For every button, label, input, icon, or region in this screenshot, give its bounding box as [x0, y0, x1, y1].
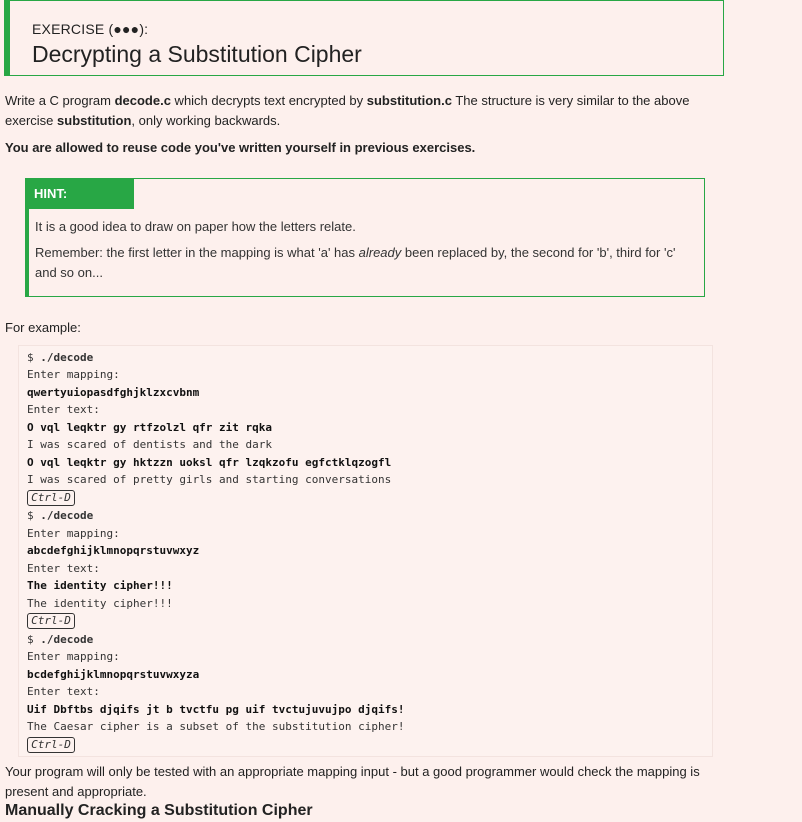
hint-line-2-b: been replaced by, the second for 'b', third for 'c' and so on...	[35, 245, 676, 280]
intro-exercise-substitution: substitution	[57, 113, 132, 128]
code-line-22: The Caesar cipher is a subset of the substitution cipher!	[27, 720, 405, 733]
code-line-12: abcdefghijklmnopqrstuvwxyz	[27, 544, 200, 557]
next-section-heading: Manually Cracking a Substitution Cipher	[5, 802, 313, 819]
exercise-header-box	[4, 0, 724, 76]
code-line-3: qwertyuiopasdfghjklzxcvbnm	[27, 386, 200, 399]
code-line-7: O vql leqktr gy hktzzn uoksl qfr lzqkzofu egfctklqzogfl	[27, 456, 392, 469]
code-line-19: bcdefghijklmnopqrstuvwxyza	[27, 668, 200, 681]
hint-tag: HINT:	[28, 178, 134, 209]
code-line-6: I was scared of dentists and the dark	[27, 438, 273, 451]
code-line-15: The identity cipher!!!	[27, 597, 173, 610]
code-line-14: The identity cipher!!!	[27, 579, 173, 592]
code-line-13: Enter text:	[27, 562, 100, 575]
hint-line-2-emphasis: already	[358, 245, 402, 260]
shell-prompt: $	[27, 633, 41, 646]
code-line-8: I was scared of pretty girls and starting conversations	[27, 473, 392, 486]
code-line-4: Enter text:	[27, 403, 100, 416]
exercise-title: Decrypting a Substitution Cipher	[32, 41, 362, 67]
hint-line-2-a: Remember: the first letter in the mapping is what 'a' has	[35, 245, 359, 260]
code-line-1	[27, 351, 93, 365]
footer-note: Your program will only be tested with an appropriate mapping input - but a good programmer would check the mapping is present and appropriate.	[5, 764, 700, 799]
code-line-21: Uif Dbftbs djqifs jt b tvctfu pg uif tvctujuvujpo djqifs!	[27, 703, 405, 716]
hint-line-1: It is a good idea to draw on paper how the letters relate.	[35, 219, 356, 234]
intro-filename-decode: decode.c	[114, 93, 171, 108]
shell-prompt: $	[27, 351, 41, 364]
code-line-10	[27, 509, 93, 523]
intro-text-2: which decrypts text encrypted by	[170, 93, 367, 108]
example-label: For example:	[5, 320, 81, 335]
code-line-11: Enter mapping:	[27, 527, 120, 540]
intro-text-4: , only working backwards.	[131, 113, 281, 128]
intro-paragraph	[5, 91, 725, 131]
code-line-18: Enter mapping:	[27, 650, 120, 663]
hint-box	[25, 178, 705, 297]
reuse-note: You are allowed to reuse code you've written yourself in previous exercises.	[5, 140, 476, 155]
intro-text-1: Write a C program	[5, 93, 115, 108]
code-example-block	[18, 345, 713, 757]
intro-text-3: The structure is very similar to the above exercise	[5, 93, 690, 128]
code-line-5: O vql leqktr gy rtfzolzl qfr zit rqka	[27, 421, 273, 434]
shell-command: ./decode	[40, 351, 94, 364]
hint-line-2	[35, 243, 700, 283]
ctrl-d-key: Ctrl-D	[27, 490, 75, 506]
ctrl-d-key: Ctrl-D	[27, 613, 75, 629]
code-line-17	[27, 633, 93, 647]
shell-command: ./decode	[40, 509, 94, 522]
exercise-difficulty-label: EXERCISE (●●●):	[32, 21, 149, 37]
ctrl-d-key: Ctrl-D	[27, 737, 75, 753]
code-line-2: Enter mapping:	[27, 368, 120, 381]
shell-prompt: $	[27, 509, 41, 522]
shell-command: ./decode	[40, 633, 94, 646]
intro-filename-substitution: substitution.c	[366, 93, 452, 108]
code-line-20: Enter text:	[27, 685, 100, 698]
